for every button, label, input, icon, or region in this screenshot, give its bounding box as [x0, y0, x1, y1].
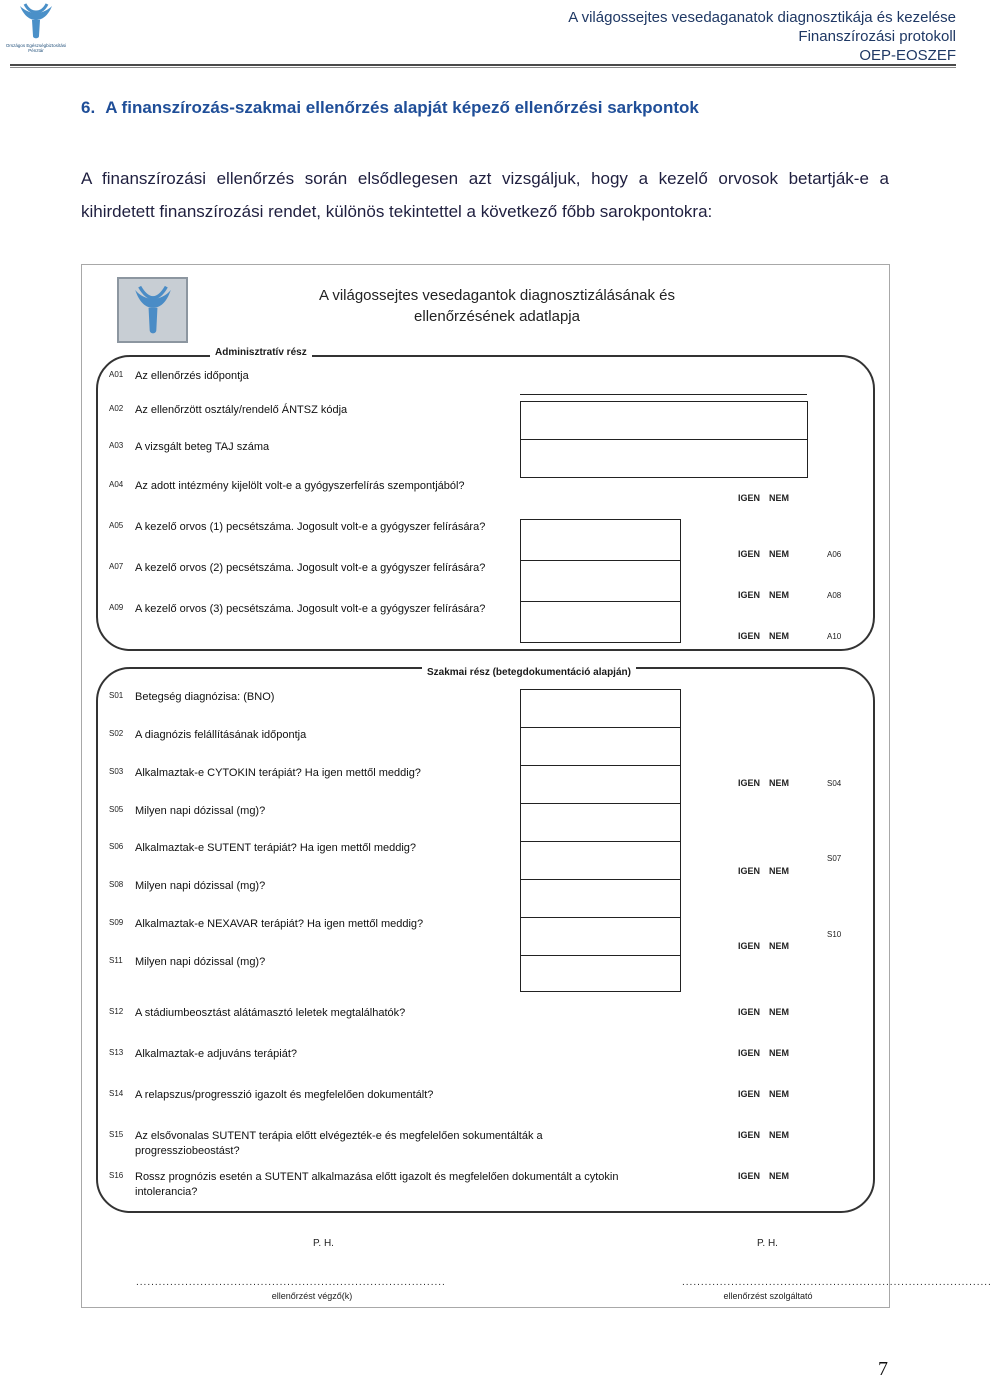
input-box-s02[interactable]: [521, 728, 680, 766]
admin-section-label: Adminisztratív rész: [210, 347, 312, 358]
running-header: [568, 8, 956, 65]
yes-no-a09: [738, 631, 789, 641]
form-logo: [117, 277, 188, 343]
oep-logo: [4, 2, 68, 58]
row-code-s15: S15: [109, 1130, 124, 1139]
row-code-a04: A04: [109, 480, 124, 489]
yes-no-s03: [738, 778, 789, 788]
row-label-a03: A vizsgált beteg TAJ száma: [135, 441, 270, 453]
yes-option[interactable]: IGEN: [738, 866, 761, 876]
row-code-s01: S01: [109, 691, 124, 700]
row-label-a05: A kezelő orvos (1) pecsétszáma. Jogosult volt-e a gyógyszer felírására?: [135, 521, 486, 533]
logo-caption: Országos Egészségbiztosítási Pénztár: [5, 43, 67, 53]
row-label-a07: A kezelő orvos (2) pecsétszáma. Jogosult volt-e a gyógyszer felírására?: [135, 562, 486, 574]
row-label-s08: Milyen napi dózissal (mg)?: [135, 880, 266, 892]
no-option[interactable]: NEM: [769, 866, 790, 876]
next-code-s07: S07: [827, 854, 842, 863]
yes-no-s13: [738, 1048, 789, 1058]
input-box-a02[interactable]: [521, 402, 807, 440]
yes-option[interactable]: IGEN: [738, 549, 761, 559]
row-label-s09: Alkalmaztak-e NEXAVAR terápiát? Ha igen mettől meddig?: [135, 918, 424, 930]
no-option[interactable]: NEM: [769, 631, 790, 641]
row-code-s13: S13: [109, 1048, 124, 1057]
professional-section-label: Szakmai rész (betegdokumentáció alapján): [422, 667, 636, 678]
no-option[interactable]: NEM: [769, 493, 790, 503]
next-code-a08: A08: [827, 591, 842, 600]
row-code-s05: S05: [109, 805, 124, 814]
yes-no-s06: [738, 866, 789, 876]
section-title: A finanszírozás-szakmai ellenőrzés alapját képező ellenőrzési sarkpontok: [105, 98, 699, 117]
row-label-a04: Az adott intézmény kijelölt volt-e a gyógyszerfelírás szempontjából?: [135, 480, 465, 492]
yes-option[interactable]: IGEN: [738, 941, 761, 951]
oep-emblem-icon: [133, 283, 173, 337]
row-code-s08: S08: [109, 880, 124, 889]
row-code-a07: A07: [109, 562, 124, 571]
signature-line-right[interactable]: ..................................................................................: [682, 1277, 992, 1288]
header-line-protocol: Finanszírozási protokoll: [798, 28, 956, 45]
row-label-s11: Milyen napi dózissal (mg)?: [135, 956, 266, 968]
row-label-s02: A diagnózis felállításának időpontja: [135, 729, 307, 741]
row-label-s12: A stádiumbeosztást alátámasztó leletek megtalálhatók?: [135, 1007, 406, 1019]
stamp-number-boxes: [520, 519, 681, 643]
row-label-s14: A relapszus/progresszió igazolt és megfelelően dokumentált?: [135, 1089, 434, 1101]
row-label-a01: Az ellenőrzés időpontja: [135, 370, 249, 382]
yes-option[interactable]: IGEN: [738, 1048, 761, 1058]
row-label-s13: Alkalmaztak-e adjuváns terápiát?: [135, 1048, 298, 1060]
page-number: 7: [878, 1358, 888, 1380]
row-label-s06: Alkalmaztak-e SUTENT terápiát? Ha igen mettől meddig?: [135, 842, 417, 854]
input-box-s08[interactable]: [521, 880, 680, 918]
row-label-s03: Alkalmaztak-e CYTOKIN terápiát? Ha igen mettől meddig?: [135, 767, 421, 779]
yes-option[interactable]: IGEN: [738, 1007, 761, 1017]
datasheet-form-image: [81, 264, 992, 1308]
input-line-a01[interactable]: [520, 394, 807, 395]
no-option[interactable]: NEM: [769, 590, 790, 600]
yes-option[interactable]: IGEN: [738, 1171, 761, 1181]
yes-no-a05: [738, 549, 789, 559]
row-label-s01: Betegség diagnózisa: (BNO): [135, 691, 275, 703]
input-box-s11[interactable]: [521, 956, 680, 992]
row-code-a05: A05: [109, 521, 124, 530]
yes-no-a04: [738, 493, 789, 503]
yes-option[interactable]: IGEN: [738, 590, 761, 600]
no-option[interactable]: NEM: [769, 1171, 790, 1181]
input-box-a09[interactable]: [521, 602, 680, 642]
input-box-s01[interactable]: [521, 690, 680, 728]
row-label-s05: Milyen napi dózissal (mg)?: [135, 805, 266, 817]
input-box-a03[interactable]: [521, 440, 807, 477]
input-box-s06[interactable]: [521, 842, 680, 880]
header-line-org: OEP-EOSZEF: [859, 47, 956, 64]
next-code-a10: A10: [827, 632, 842, 641]
yes-no-s12: [738, 1007, 789, 1017]
row-code-a03: A03: [109, 441, 124, 450]
signature-line-left[interactable]: ..................................................................................: [136, 1277, 446, 1288]
yes-option[interactable]: IGEN: [738, 1130, 761, 1140]
row-code-s12: S12: [109, 1007, 124, 1016]
yes-no-s14: [738, 1089, 789, 1099]
signature-label-provider: ellenőrzést szolgáltató: [723, 1291, 813, 1301]
form-title: A világossejtes vesedagantok diagnosztizálásának és ellenőrzésének adatlapja: [318, 287, 676, 325]
no-option[interactable]: NEM: [769, 1130, 790, 1140]
section-heading: [81, 98, 699, 118]
row-code-s11: S11: [109, 956, 123, 965]
yes-no-s15: [738, 1130, 789, 1140]
header-divider: [10, 64, 956, 68]
stamp-placeholder-left: P. H.: [313, 1238, 334, 1249]
yes-no-s16: [738, 1171, 789, 1181]
no-option[interactable]: NEM: [769, 1007, 790, 1017]
stamp-placeholder-right: P. H.: [757, 1238, 778, 1249]
no-option[interactable]: NEM: [769, 778, 790, 788]
header-line-title: A világossejtes vesedaganatok diagnosztikája és kezelése: [568, 9, 956, 26]
row-code-a01: A01: [109, 370, 124, 379]
no-option[interactable]: NEM: [769, 1048, 790, 1058]
next-code-s04: S04: [827, 779, 842, 788]
row-code-a02: A02: [109, 404, 124, 413]
yes-no-s09: [738, 941, 789, 951]
no-option[interactable]: NEM: [769, 549, 790, 559]
intro-paragraph: A finanszírozási ellenőrzés során elsődlegesen azt vizsgáljuk, hogy a kezelő orvosok betartják-e a kihirdetett finanszírozási rendet, különös tekintettel a következő főbb sarokpontokra:: [81, 169, 889, 221]
next-code-a06: A06: [827, 550, 842, 559]
admin-input-boxes-a02-a03: [520, 401, 808, 478]
yes-no-a07: [738, 590, 789, 600]
yes-option[interactable]: IGEN: [738, 778, 761, 788]
input-box-s05[interactable]: [521, 804, 680, 842]
oep-emblem-icon: [18, 2, 54, 42]
signature-label-inspector: ellenőrzést végző(k): [271, 1291, 353, 1301]
section-number: 6.: [81, 98, 96, 117]
row-label-s16: Rossz prognózis esetén a SUTENT alkalmazása előtt igazolt és megfelelően dokumentált a cytokin intolerancia?: [135, 1171, 619, 1198]
row-code-s03: S03: [109, 767, 124, 776]
row-code-s14: S14: [109, 1089, 124, 1098]
input-box-a05[interactable]: [521, 520, 680, 561]
yes-option[interactable]: IGEN: [738, 493, 761, 503]
clinical-input-boxes: [520, 689, 681, 992]
input-box-s09[interactable]: [521, 918, 680, 956]
row-label-s15: Az elsővonalas SUTENT terápia előtt elvégezték-e és megfelelően sokumentálták a progressziobeostást?: [135, 1130, 543, 1157]
row-code-s16: S16: [109, 1171, 124, 1180]
next-code-s10: S10: [827, 930, 842, 939]
input-box-a07[interactable]: [521, 561, 680, 602]
row-code-s06: S06: [109, 842, 124, 851]
row-code-s09: S09: [109, 918, 124, 927]
yes-option[interactable]: IGEN: [738, 631, 761, 641]
yes-option[interactable]: IGEN: [738, 1089, 761, 1099]
row-label-a09: A kezelő orvos (3) pecsétszáma. Jogosult volt-e a gyógyszer felírására?: [135, 603, 486, 615]
row-code-s02: S02: [109, 729, 124, 738]
no-option[interactable]: NEM: [769, 941, 790, 951]
row-label-a02: Az ellenőrzött osztály/rendelő ÁNTSZ kódja: [135, 404, 348, 416]
row-code-a09: A09: [109, 603, 124, 612]
no-option[interactable]: NEM: [769, 1089, 790, 1099]
input-box-s03[interactable]: [521, 766, 680, 804]
